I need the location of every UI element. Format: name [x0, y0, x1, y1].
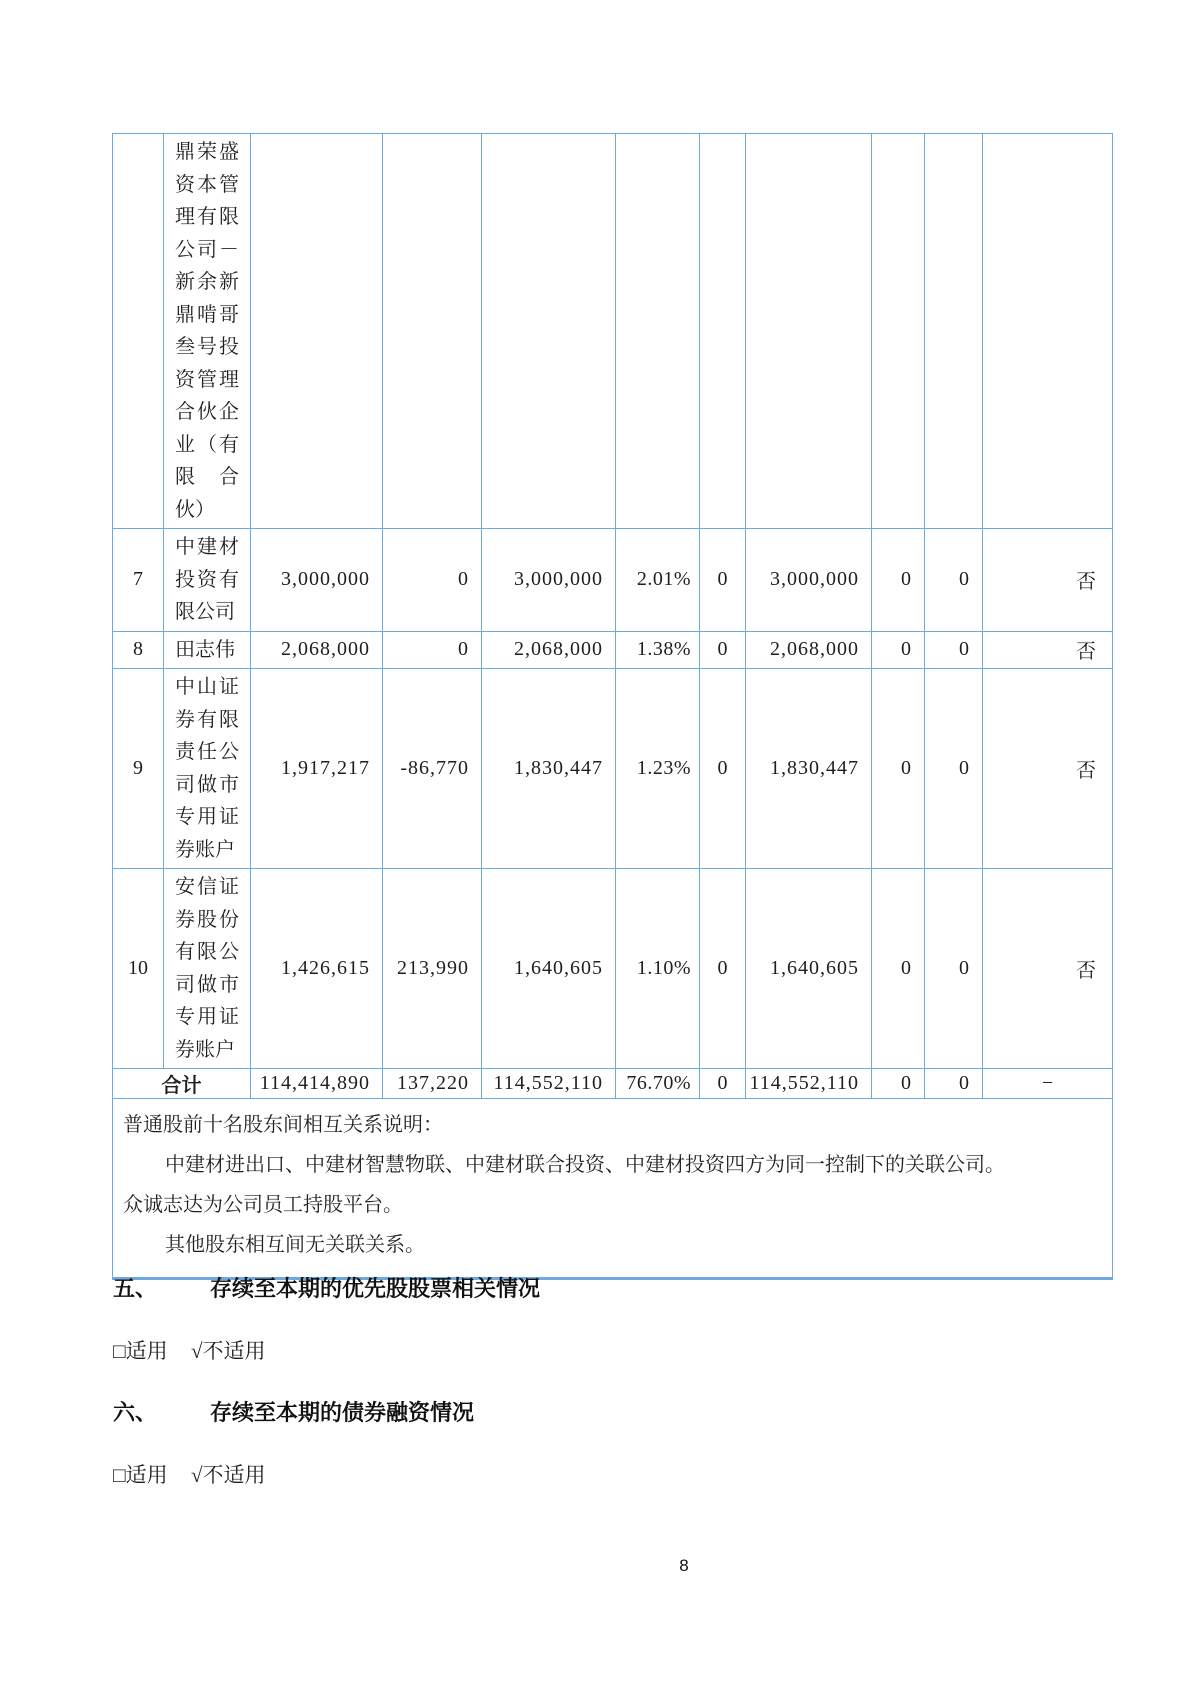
- note-line: 其他股东相互间无关联关系。: [165, 1234, 425, 1256]
- section-preferred-shares: [113, 1274, 540, 1365]
- not-applicable-checkbox: √不适用: [190, 1463, 266, 1487]
- row-number-cell: [113, 134, 164, 529]
- table-total-row: [113, 1069, 1113, 1099]
- shares-begin-cell: 1,917,217: [251, 669, 383, 869]
- related-party-flag-cell: 否: [983, 669, 1113, 869]
- related-party-flag-cell: 否: [983, 529, 1113, 632]
- shares-end-cell: 2,068,000: [482, 631, 616, 669]
- shares-begin-cell: 2,068,000: [251, 631, 383, 669]
- total-frozen-cell: 0: [925, 1069, 983, 1099]
- note-line: 众诚志达为公司员工持股平台。: [123, 1194, 403, 1216]
- shareholder-name-cell: 田志伟: [164, 631, 251, 669]
- section-heading: [113, 1398, 474, 1428]
- row-number-cell: 8: [113, 631, 164, 669]
- total-shares-end-cell: 114,552,110: [482, 1069, 616, 1099]
- shares-change-cell: 0: [383, 631, 482, 669]
- restricted-shares-cell: 0: [700, 529, 746, 632]
- table-row: [113, 631, 1113, 669]
- shareholding-ratio-cell: 2.01%: [616, 529, 700, 632]
- frozen-shares-cell: 0: [925, 529, 983, 632]
- total-shares-change-cell: 137,220: [383, 1069, 482, 1099]
- section-bond-financing: [113, 1398, 474, 1489]
- shares-end-cell: 1,640,605: [482, 869, 616, 1069]
- applicability-line: [113, 1459, 474, 1489]
- shareholder-name-cell: 中山证券有限责任公司做市专用证券账户: [164, 669, 251, 869]
- frozen-shares-cell: 0: [925, 869, 983, 1069]
- not-applicable-checkbox: √不适用: [190, 1339, 266, 1363]
- frozen-shares-cell: 0: [925, 669, 983, 869]
- section-number: 五、: [113, 1276, 158, 1301]
- applicable-checkbox: □适用: [113, 1339, 168, 1363]
- table-row: [113, 869, 1113, 1069]
- total-unrestricted-cell: 114,552,110: [746, 1069, 872, 1099]
- shares-change-cell: 213,990: [383, 869, 482, 1069]
- total-label-cell: 合计: [113, 1069, 251, 1099]
- row-number-cell: 7: [113, 529, 164, 632]
- shares-end-cell: 3,000,000: [482, 529, 616, 632]
- total-shares-begin-cell: 114,414,890: [251, 1069, 383, 1099]
- unrestricted-shares-cell: 1,830,447: [746, 669, 872, 869]
- shares-change-cell: -86,770: [383, 669, 482, 869]
- section-title: 存续至本期的优先股股票相关情况: [210, 1276, 541, 1301]
- pledged-shares-cell: 0: [872, 631, 925, 669]
- section-number: 六、: [113, 1400, 158, 1425]
- shareholder-name-cell: 鼎荣盛资本管理有限公司－新余新鼎啃哥叁号投资管理合伙企业（有限合伙）: [164, 134, 251, 529]
- total-flag-cell: −: [983, 1069, 1113, 1099]
- pledged-shares-cell: 0: [872, 529, 925, 632]
- applicability-line: [113, 1335, 540, 1365]
- note-line: 普通股前十名股东间相互关系说明：: [123, 1114, 443, 1136]
- top-ten-shareholders-table: [112, 133, 1113, 1280]
- section-title: 存续至本期的债券融资情况: [210, 1400, 475, 1425]
- shareholding-ratio-cell: 1.23%: [616, 669, 700, 869]
- unrestricted-shares-cell: 2,068,000: [746, 631, 872, 669]
- pledged-shares-cell: 0: [872, 869, 925, 1069]
- frozen-shares-cell: 0: [925, 631, 983, 669]
- related-party-flag-cell: 否: [983, 631, 1113, 669]
- unrestricted-shares-cell: 1,640,605: [746, 869, 872, 1069]
- section-heading: [113, 1274, 540, 1304]
- table-notes-row: [113, 1099, 1113, 1279]
- shareholder-relationship-notes: [113, 1099, 1113, 1279]
- restricted-shares-cell: 0: [700, 631, 746, 669]
- row-number-cell: 10: [113, 869, 164, 1069]
- pledged-shares-cell: 0: [872, 669, 925, 869]
- table-row: [113, 669, 1113, 869]
- shares-begin-cell: 3,000,000: [251, 529, 383, 632]
- shares-end-cell: 1,830,447: [482, 669, 616, 869]
- applicable-checkbox: □适用: [113, 1463, 168, 1487]
- page-number: 8: [679, 1556, 689, 1575]
- shareholder-name-cell: 安信证券股份有限公司做市专用证券账户: [164, 869, 251, 1069]
- table-row-continuation: [113, 134, 1113, 529]
- note-line: 中建材进出口、中建材智慧物联、中建材联合投资、中建材投资四方为同一控制下的关联公司。: [165, 1154, 1005, 1176]
- restricted-shares-cell: 0: [700, 669, 746, 869]
- total-ratio-cell: 76.70%: [616, 1069, 700, 1099]
- total-pledged-cell: 0: [872, 1069, 925, 1099]
- table-row: [113, 529, 1113, 632]
- related-party-flag-cell: 否: [983, 869, 1113, 1069]
- shareholding-ratio-cell: 1.10%: [616, 869, 700, 1069]
- shares-begin-cell: 1,426,615: [251, 869, 383, 1069]
- total-restricted-cell: 0: [700, 1069, 746, 1099]
- row-number-cell: 9: [113, 669, 164, 869]
- shares-change-cell: 0: [383, 529, 482, 632]
- shareholder-name-cell: 中建材投资有限公司: [164, 529, 251, 632]
- restricted-shares-cell: 0: [700, 869, 746, 1069]
- unrestricted-shares-cell: 3,000,000: [746, 529, 872, 632]
- shareholding-ratio-cell: 1.38%: [616, 631, 700, 669]
